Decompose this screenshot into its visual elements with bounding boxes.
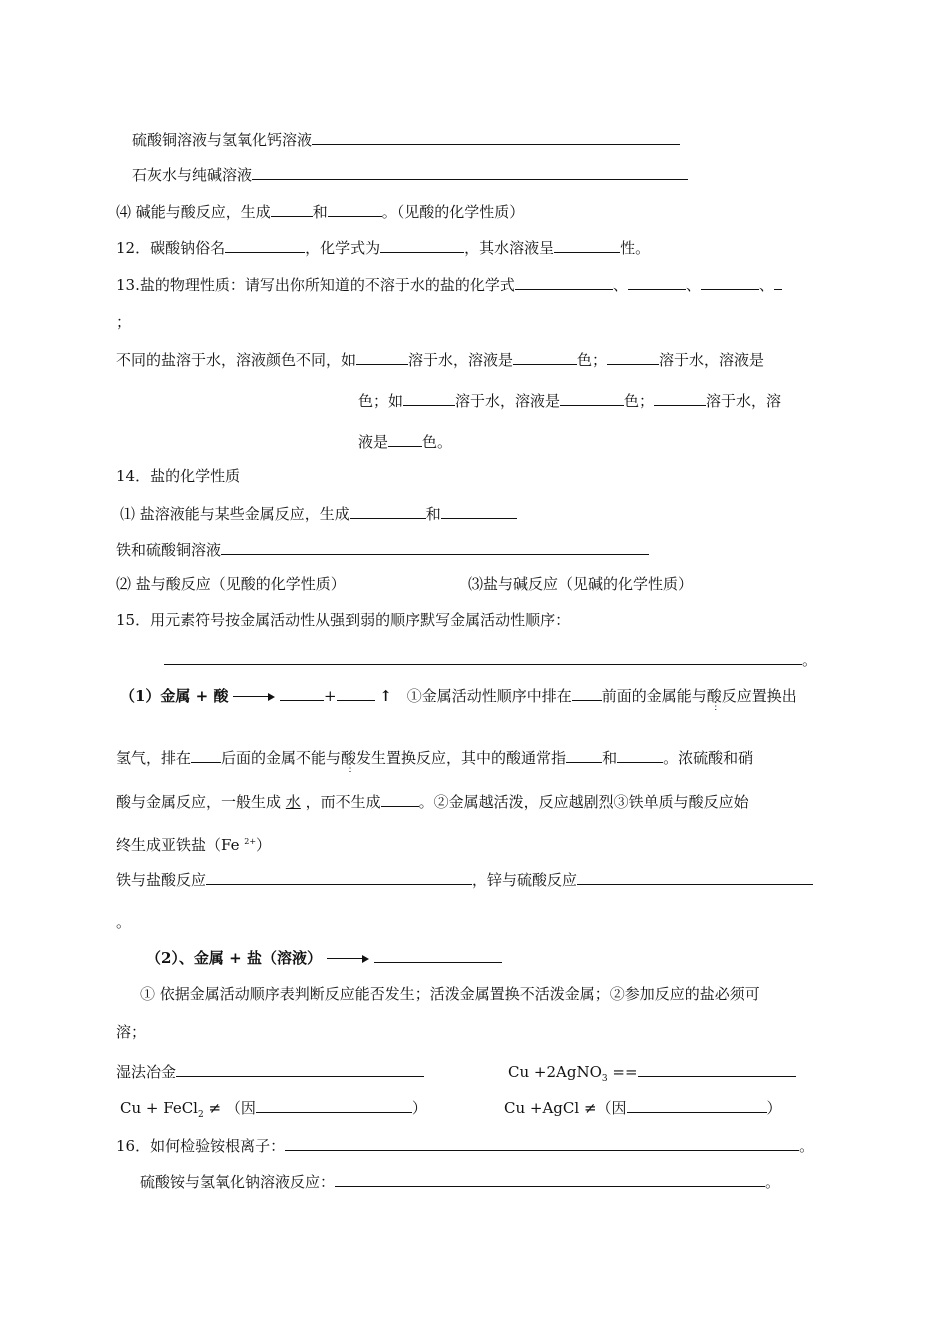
- text: ）: [766, 1099, 782, 1117]
- plus-sign: +: [324, 687, 337, 705]
- answer-blank[interactable]: [554, 236, 620, 253]
- text: 水: [285, 793, 301, 811]
- part1-label: （1）金属 + 酸: [120, 687, 229, 705]
- text: 。: [802, 651, 818, 669]
- text: ①金属活动性顺序中排在: [406, 687, 572, 705]
- q15-fe-hcl: [116, 868, 813, 890]
- q16-title: [116, 1134, 814, 1156]
- q15-dot: [116, 912, 131, 932]
- answer-blank[interactable]: [206, 868, 472, 885]
- text: 后面的金属不能与: [221, 749, 342, 767]
- answer-blank[interactable]: [617, 746, 663, 763]
- text: 液是: [358, 433, 389, 451]
- answer-blank[interactable]: [335, 1170, 765, 1187]
- right-arrow-icon: [233, 693, 275, 701]
- q16-ammonium: [140, 1170, 780, 1192]
- answer-blank[interactable]: [191, 746, 221, 763]
- q11-cuso4-line: [132, 128, 680, 150]
- text: 溶于水，溶: [706, 392, 782, 410]
- answer-blank[interactable]: [774, 273, 782, 290]
- answer-blank[interactable]: [654, 389, 706, 406]
- q15-line4: [116, 832, 271, 855]
- answer-blank[interactable]: [607, 348, 659, 365]
- q15-wet-gold: [116, 1060, 424, 1082]
- answer-blank[interactable]: [285, 1134, 799, 1151]
- text: 溶于水，溶液是: [408, 351, 514, 369]
- item4-suffix: 。（见酸的化学性质）: [381, 203, 525, 221]
- answer-blank[interactable]: [515, 273, 613, 290]
- q14-title: [116, 466, 240, 486]
- q14-item3: [468, 574, 693, 594]
- text: 和: [425, 505, 441, 523]
- answer-blank[interactable]: [271, 200, 313, 217]
- text: ⑵ 盐与酸反应（见酸的化学性质）: [116, 575, 346, 593]
- text: 前面的金属能与: [601, 687, 707, 705]
- text: 。浓硫酸和硝: [663, 749, 754, 767]
- text: ）: [256, 836, 272, 854]
- text: ，而不生成: [305, 793, 381, 811]
- q15-title-text: 15．用元素符号按金属活动性从强到弱的顺序默写金属活动性顺序：: [116, 611, 571, 629]
- answer-blank[interactable]: [164, 648, 802, 665]
- separator: 、: [685, 276, 701, 294]
- answer-blank[interactable]: [337, 684, 375, 701]
- q15-cu-agno3: [508, 1060, 796, 1089]
- text: 和: [602, 749, 618, 767]
- q14-iron-cuso4: [116, 538, 649, 560]
- answer-blank[interactable]: [350, 502, 426, 519]
- text: 色；: [577, 351, 608, 369]
- answer-blank[interactable]: [374, 946, 502, 963]
- answer-blank[interactable]: [380, 236, 464, 253]
- text: ≠ （因: [203, 1099, 256, 1117]
- text: 色。: [422, 433, 453, 451]
- text: ⑶盐与碱反应（见碱的化学性质）: [468, 575, 694, 593]
- text: 溶于水，溶液是: [659, 351, 765, 369]
- text: 。: [765, 1173, 781, 1191]
- text: 溶；: [116, 1023, 147, 1041]
- q12-formula: ，化学式为: [305, 239, 381, 257]
- separator: 、: [612, 276, 628, 294]
- q14-item2: [116, 574, 346, 594]
- answer-blank[interactable]: [225, 236, 305, 253]
- text: 2+: [244, 837, 257, 846]
- text: 酸与金属反应，一般生成: [116, 793, 282, 811]
- q13-color-line2: [358, 389, 781, 411]
- text: 发生置换反应，其中的酸通常指: [356, 749, 567, 767]
- limewater-soda-label: 石灰水与纯碱溶液: [132, 166, 253, 184]
- text: ）: [411, 1099, 427, 1117]
- q12-prefix: 12．碳酸钠俗名: [116, 239, 226, 257]
- answer-blank[interactable]: [280, 684, 324, 701]
- item4-prefix: ⑷ 碱能与酸反应，生成: [116, 203, 271, 221]
- text: 。: [799, 1137, 815, 1155]
- text: ==: [607, 1063, 638, 1081]
- text: 终生成亚铁盐（Fe: [116, 836, 240, 854]
- text: 不同的盐溶于水，溶液颜色不同，如: [116, 351, 357, 369]
- answer-blank[interactable]: [572, 684, 602, 701]
- q15-part1: [120, 684, 797, 706]
- text: ，锌与硫酸反应: [472, 871, 578, 889]
- text: 。: [116, 913, 132, 931]
- q11-item4: [116, 200, 524, 222]
- q15-part2-note: [140, 984, 760, 1004]
- answer-blank[interactable]: [221, 538, 649, 555]
- right-arrow-icon: [327, 955, 369, 963]
- answer-blank[interactable]: [513, 348, 577, 365]
- answer-blank[interactable]: [560, 389, 624, 406]
- answer-blank[interactable]: [627, 1096, 767, 1113]
- text: 铁与盐酸反应: [116, 871, 207, 889]
- q13-semicolon: [116, 312, 131, 332]
- text: 氢气，排在: [116, 749, 192, 767]
- text: 反应置换出: [721, 687, 797, 705]
- q15-cu-agcl: [504, 1096, 782, 1118]
- text: 3: [601, 1074, 608, 1084]
- answer-blank[interactable]: [701, 273, 759, 290]
- answer-blank[interactable]: [441, 502, 517, 519]
- q13-line1: [116, 273, 782, 295]
- answer-blank[interactable]: [356, 348, 408, 365]
- q13-prefix: 13.盐的物理性质：请写出你所知道的不溶于水的盐的化学式: [116, 276, 515, 294]
- text: 酸 ⋮: [707, 687, 722, 705]
- q15-line2: [116, 746, 753, 768]
- answer-blank[interactable]: [403, 389, 455, 406]
- text: 溶于水，溶液是: [455, 392, 561, 410]
- text: 湿法冶金: [116, 1063, 177, 1081]
- q15-part2: [146, 946, 502, 968]
- answer-blank[interactable]: [256, 1096, 412, 1113]
- text: 16．如何检验铵根离子：: [116, 1137, 286, 1155]
- answer-blank[interactable]: [388, 430, 422, 447]
- q14-title-text: 14．盐的化学性质: [116, 467, 241, 485]
- text: 。②金属越活泼，反应越剧烈③铁单质与酸反应始: [418, 793, 749, 811]
- q13-color-line3: [358, 430, 452, 452]
- cuso4-caoh2-label: 硫酸铜溶液与氢氧化钙溶液: [132, 131, 313, 149]
- separator: 、: [758, 276, 774, 294]
- answer-blank[interactable]: [628, 273, 686, 290]
- q12-line: [116, 236, 650, 258]
- q15-order-line: [164, 648, 817, 670]
- answer-blank[interactable]: [176, 1060, 424, 1077]
- q12-solution: ，其水溶液呈: [464, 239, 555, 257]
- q15-line3: [116, 790, 749, 812]
- q15-part2-note2: [116, 1022, 146, 1042]
- part2-label: （2）、金属 + 盐（溶液）: [146, 949, 322, 967]
- answer-blank[interactable]: [312, 128, 680, 145]
- up-arrow-icon: ↑: [379, 687, 392, 705]
- item4-and: 和: [312, 203, 328, 221]
- text: Cu + FeCl: [120, 1099, 198, 1117]
- text: Cu +AgCl ≠（因: [504, 1099, 627, 1117]
- q12-suffix: 性。: [620, 239, 651, 257]
- q14-item1: [120, 502, 517, 524]
- text: 硫酸铵与氢氧化钠溶液反应：: [140, 1173, 336, 1191]
- text: 酸 ⋮: [341, 749, 356, 767]
- q15-title: [116, 610, 570, 630]
- text: 色；: [624, 392, 655, 410]
- answer-blank[interactable]: [252, 163, 688, 180]
- semicolon: ；: [116, 313, 132, 331]
- text: ⑴ 盐溶液能与某些金属反应，生成: [120, 505, 350, 523]
- text: 色；如: [358, 392, 404, 410]
- answer-blank[interactable]: [381, 790, 419, 807]
- text: Cu +2AgNO: [508, 1063, 602, 1081]
- answer-blank[interactable]: [638, 1060, 796, 1077]
- answer-blank[interactable]: [566, 746, 602, 763]
- answer-blank[interactable]: [577, 868, 813, 885]
- q15-cu-fecl2: [120, 1096, 427, 1125]
- text: ① 依据金属活动顺序表判断反应能否发生；活泼金属置换不活泼金属；②参加反应的盐必须可: [140, 985, 760, 1003]
- text: 铁和硫酸铜溶液: [116, 541, 222, 559]
- q11-limewater-line: [132, 163, 688, 185]
- text: 2: [197, 1110, 204, 1120]
- answer-blank[interactable]: [328, 200, 382, 217]
- q13-color-line1: [116, 348, 764, 370]
